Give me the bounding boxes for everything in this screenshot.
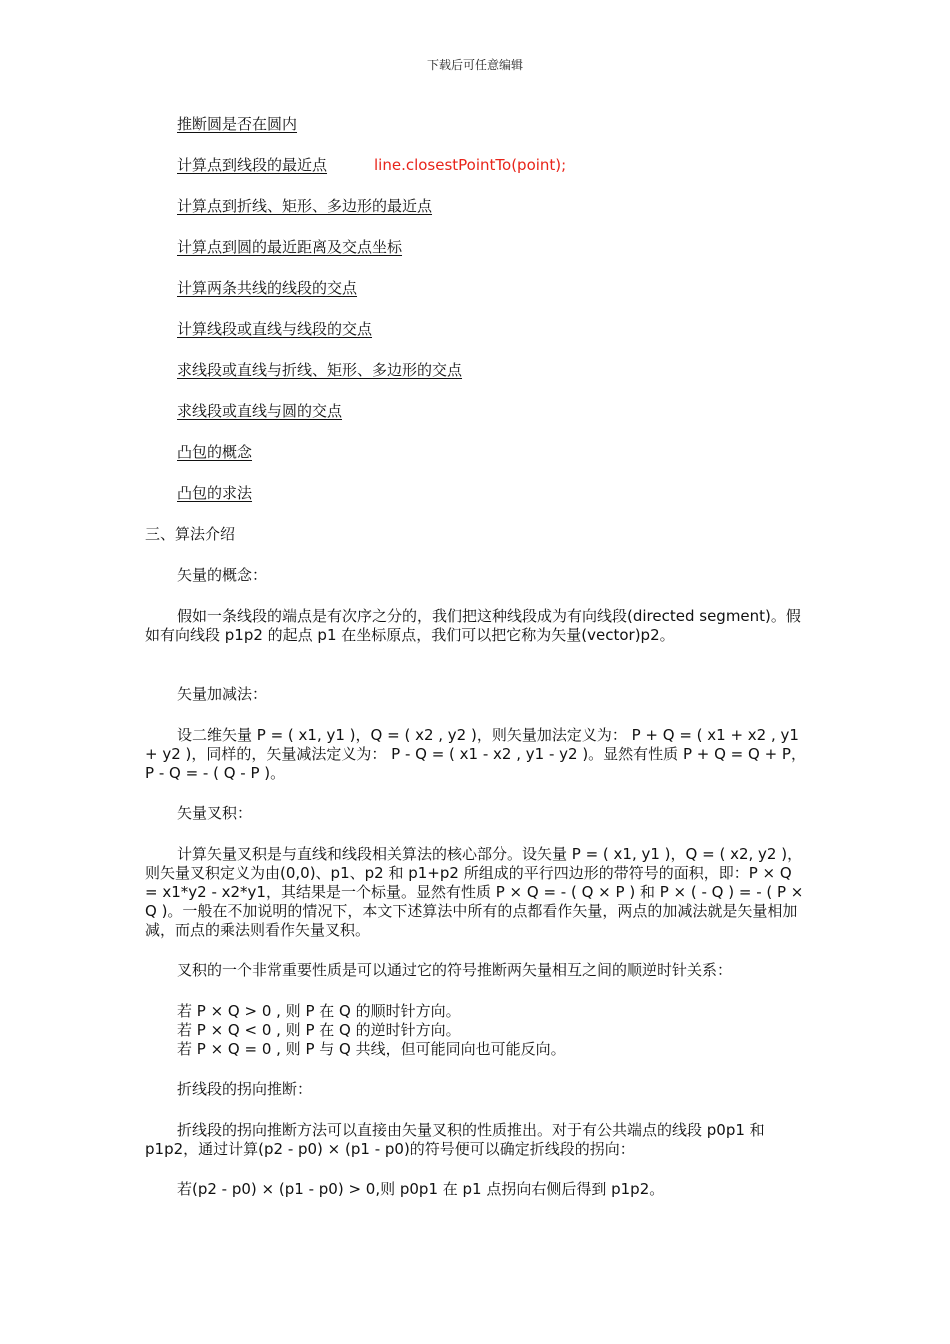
- toc-link-segment-intersection[interactable]: 计算线段或直线与线段的交点: [177, 320, 373, 338]
- toc-link-point-polyline-nearest[interactable]: 计算点到折线、矩形、多边形的最近点: [177, 197, 433, 215]
- vector-concept-heading: 矢量的概念：: [177, 566, 268, 584]
- code-snippet: line.closestPointTo(point);: [374, 156, 567, 174]
- turn-rule: 若(p2 - p0) × (p1 - p0) > 0,则 p0p1 在 p1 点拐向右侧后得到 p1p2。: [177, 1180, 665, 1198]
- toc-link-point-segment-nearest[interactable]: 计算点到线段的最近点: [177, 156, 328, 174]
- vector-add-paragraph: 设二维矢量 P = ( x1, y1 )，Q = ( x2 , y2 )，则矢量加法定义为： P + Q = ( x1 + x2 , y1 + y2 )，同样的，矢量减法定义为： P - Q = ( x1 - x2 , y1 - y2 )。显然有性质 P + Q = Q + P，P - Q = - ( Q - P )。: [145, 726, 806, 782]
- section-title: 三、算法介绍: [145, 525, 236, 543]
- toc-link-circle-in-circle[interactable]: 推断圆是否在圆内: [177, 115, 298, 133]
- toc-link-convex-hull-method[interactable]: 凸包的求法: [177, 484, 253, 502]
- cross-rule-negative: 若 P × Q < 0 , 则 P 在 Q 的逆时针方向。: [177, 1021, 461, 1039]
- turn-paragraph: 折线段的拐向推断方法可以直接由矢量叉积的性质推出。对于有公共端点的线段 p0p1 和 p1p2，通过计算(p2 - p0) × (p1 - p0)的符号便可以确定折线段的拐向：: [145, 1121, 765, 1158]
- cross-product-heading: 矢量叉积：: [177, 804, 253, 822]
- toc-link-line-polygon-intersection[interactable]: 求线段或直线与折线、矩形、多边形的交点: [177, 361, 463, 379]
- toc-link-collinear-intersection[interactable]: 计算两条共线的线段的交点: [177, 279, 358, 297]
- toc-link-point-circle-distance[interactable]: 计算点到圆的最近距离及交点坐标: [177, 238, 403, 256]
- cross-rule-zero: 若 P × Q = 0 , 则 P 与 Q 共线，但可能同向也可能反向。: [177, 1040, 566, 1058]
- page-header: 下载后可任意编辑: [426, 58, 523, 72]
- cross-product-paragraph: 计算矢量叉积是与直线和线段相关算法的核心部分。设矢量 P = ( x1, y1 )，Q = ( x2, y2 )，则矢量叉积定义为由(0,0)、p1、p2 和 p1+p2 所组成的平行四边形的带符号的面积，即：P × Q = x1*y2 - x2*y1，其结果是一个标量。显然有性质 P × Q = - ( Q × P ) 和 P × ( - Q ) = - ( P × Q )。一般在不加说明的情况下，本文下述算法中所有的点都看作矢量，两点的加减法就是矢量相加减，而点的乘法则看作矢量叉积。: [145, 845, 804, 939]
- toc-link-convex-hull-concept[interactable]: 凸包的概念: [177, 443, 253, 461]
- toc-link-line-circle-intersection[interactable]: 求线段或直线与圆的交点: [177, 402, 343, 420]
- vector-add-heading: 矢量加减法：: [177, 685, 268, 703]
- cross-rules-list: [177, 1002, 566, 1059]
- cross-property-paragraph: 叉积的一个非常重要性质是可以通过它的符号推断两矢量相互之间的顺逆时针关系：: [177, 961, 733, 979]
- cross-rule-positive: 若 P × Q > 0 , 则 P 在 Q 的顺时针方向。: [177, 1002, 461, 1020]
- turn-heading: 折线段的拐向推断：: [177, 1080, 313, 1098]
- vector-concept-paragraph: 假如一条线段的端点是有次序之分的，我们把这种线段成为有向线段(directed segment)。假如有向线段 p1p2 的起点 p1 在坐标原点，我们可以把它称为矢量(vector)p2。: [145, 607, 801, 644]
